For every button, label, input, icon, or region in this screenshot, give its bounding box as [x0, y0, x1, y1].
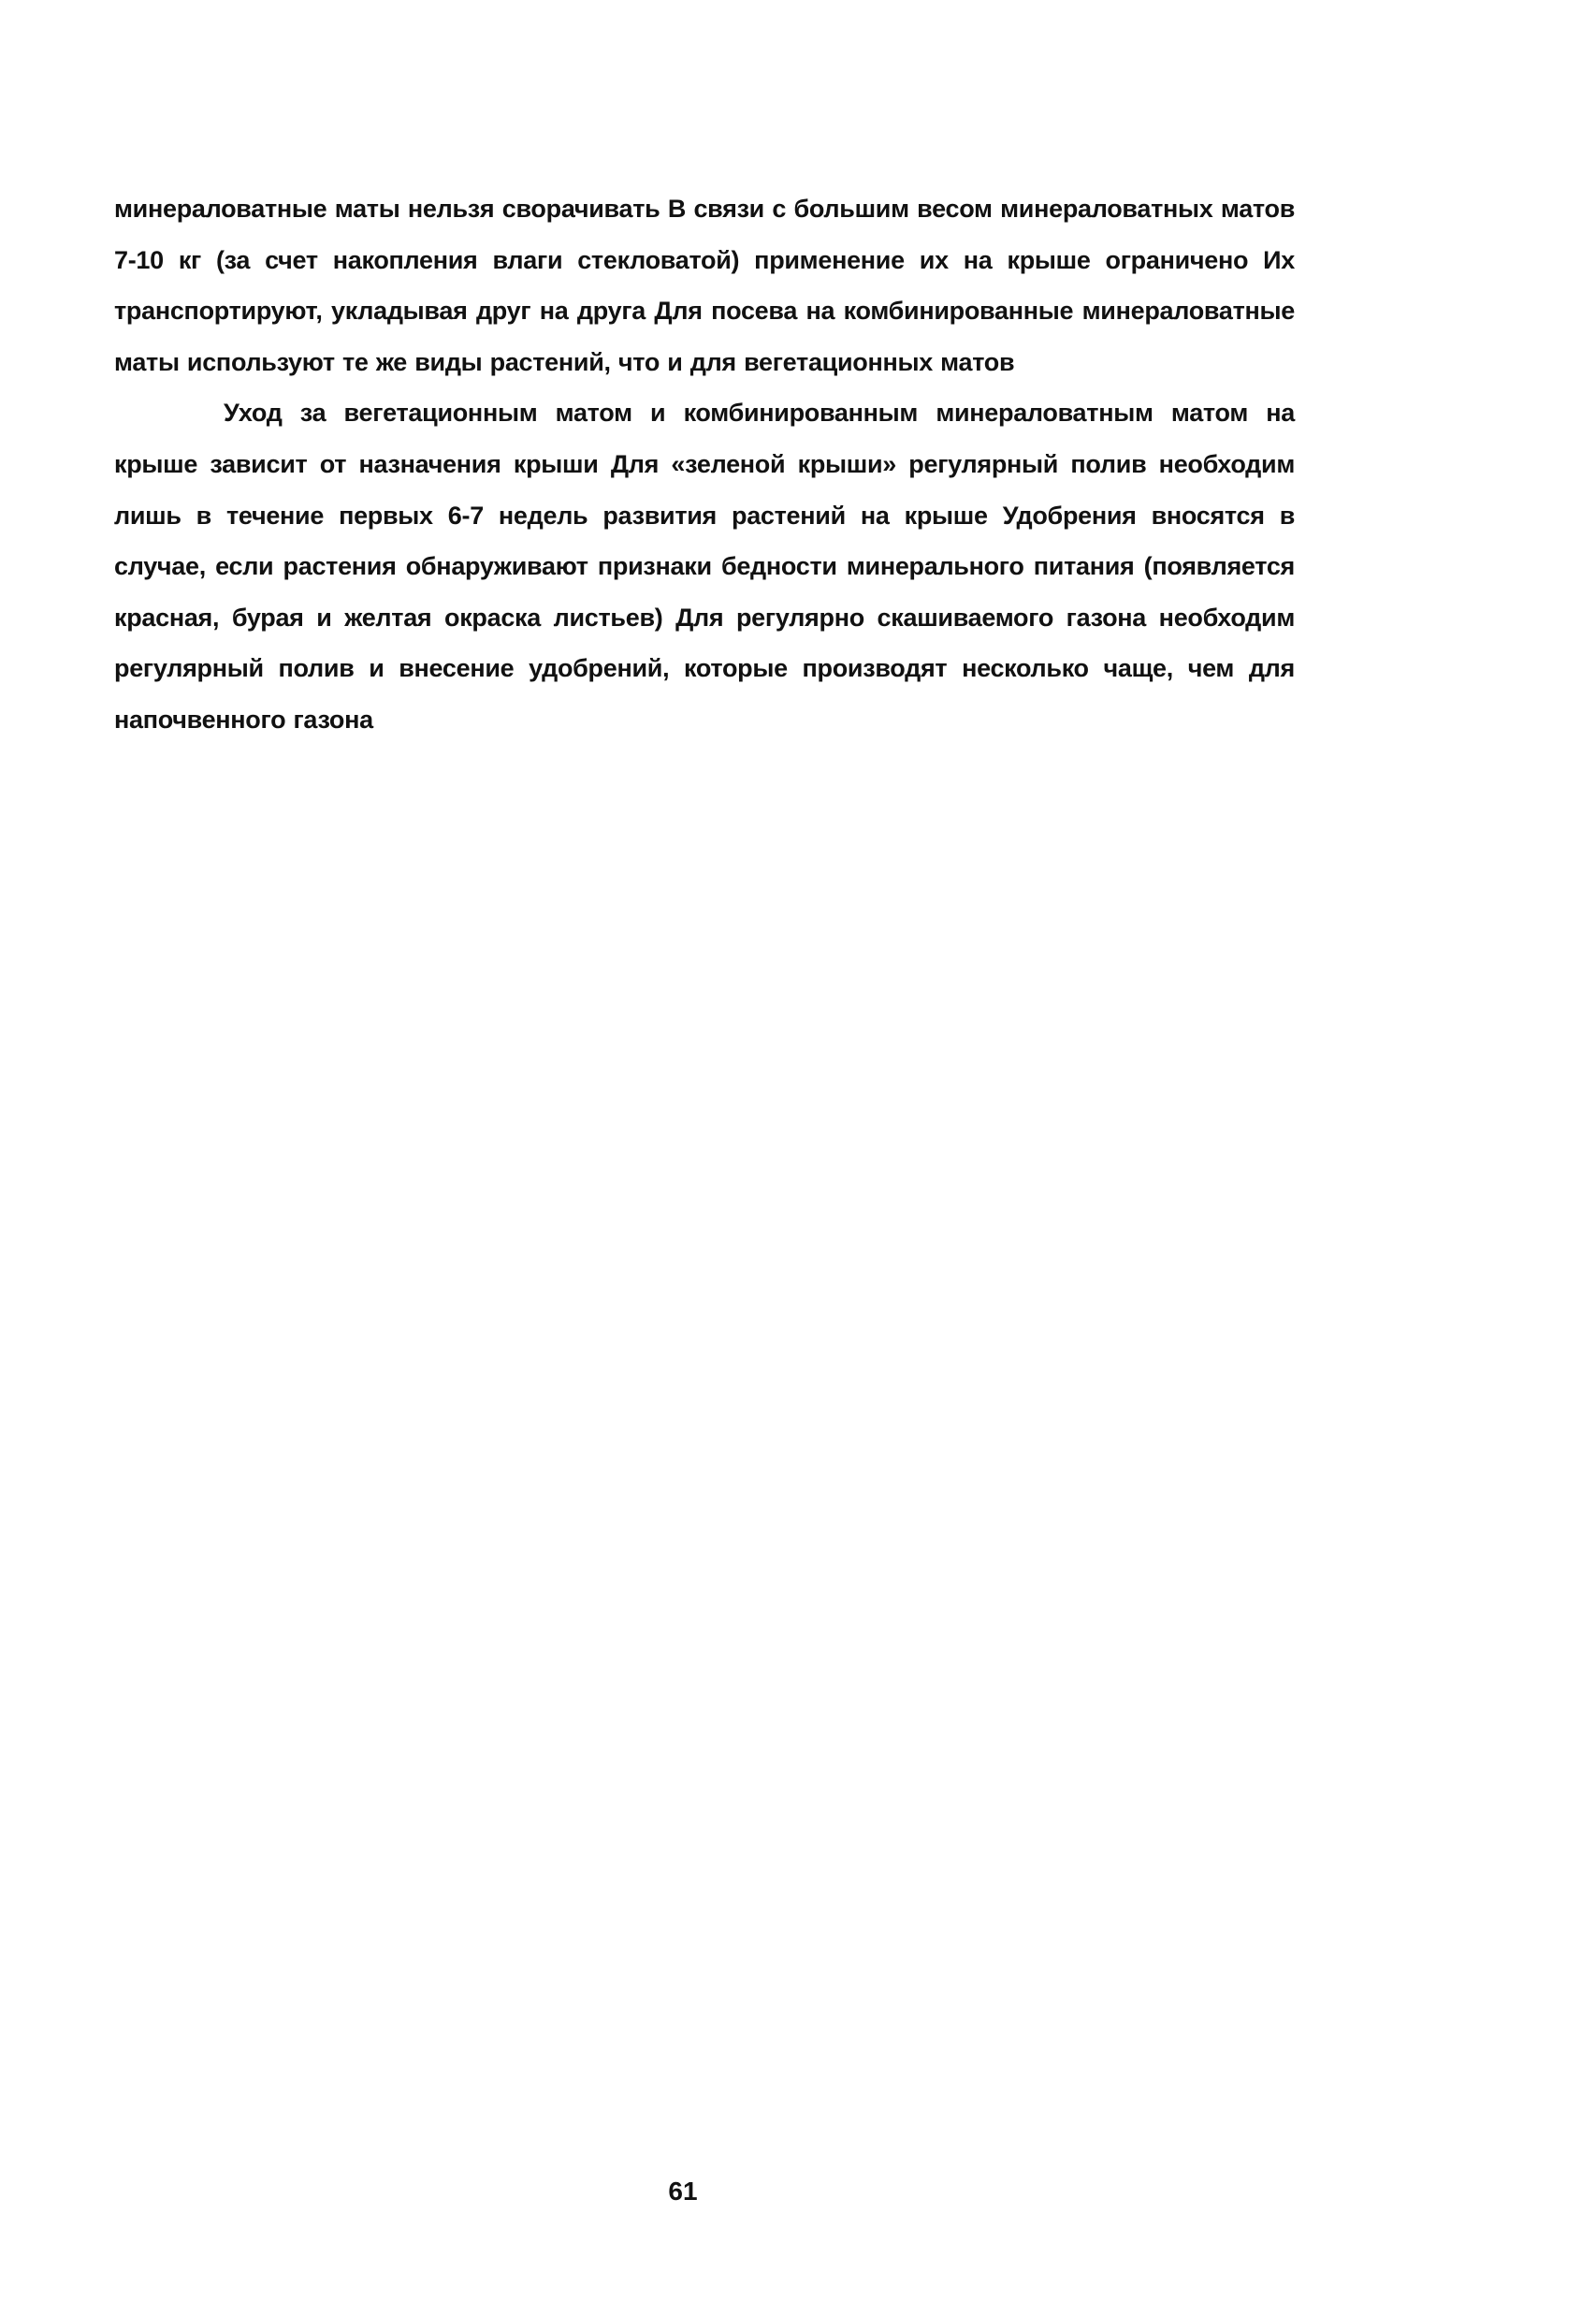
page-number: 61 — [668, 2177, 698, 2206]
paragraph-roof-care: Уход за вегетационным матом и комбинированным минераловатным матом на крыше зависит от назначения крыши Для «зеленой крыши» регулярный полив необходим лишь в течение первых 6-7 недель развития растений на крыше Удобрения вносятся в случае, если растения обнаруживают признаки бедности минерального питания (появляется красная, бурая и желтая окраска листьев) Для регулярно скашиваемого газона необходим регулярный полив и внесение удобрений, которые производят несколько чаще, чем для напочвенного газона — [114, 399, 1295, 734]
paragraph-continuation: минераловатные маты нельзя сворачивать В связи с большим весом минераловатных матов 7-10 кг (за счет накопления влаги стекловатой) применение их на крыше ограничено Их транспортируют, укладывая друг на друга Для посева на комбинированные минераловатные маты используют те же виды растений, что и для вегетационных матов — [114, 195, 1295, 376]
body-text — [114, 183, 1295, 746]
